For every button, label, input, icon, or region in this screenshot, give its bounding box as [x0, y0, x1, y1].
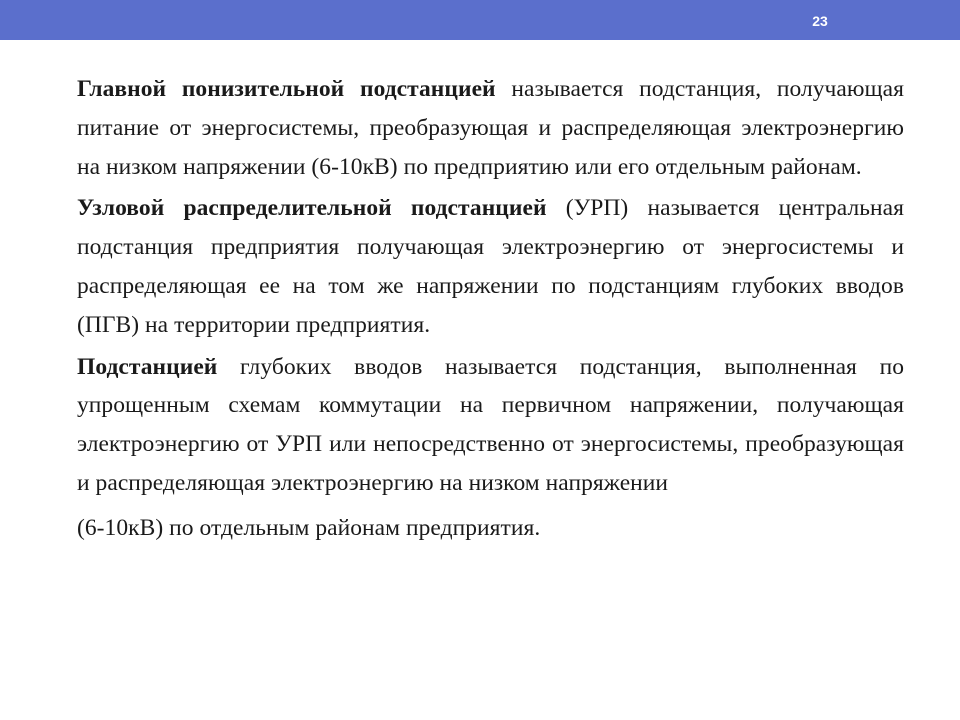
- definition-term: Узловой распределительной подстанцией: [77, 195, 547, 222]
- slide-body: [77, 70, 904, 548]
- definition-term: Подстанцией: [77, 353, 218, 380]
- definition-deep-input-substation: [77, 348, 904, 503]
- definition-term: Главной понизительной подстанцией: [77, 76, 496, 102]
- definition-nodal-substation: [77, 189, 904, 344]
- definition-main-substation: [77, 70, 904, 186]
- definition-text: (6-10кВ) по отдельным районам предприятия.: [77, 514, 541, 541]
- definition-text: глубоких вводов называется подстанция, выполненная по упрощенным схемам коммутации на первичном напряжении, получающая электроэнергию от УРП или непосредственно от энергосистемы, преобразующая и распределяющая электроэнергию на низком напряжении: [77, 353, 904, 496]
- definition-continuation: [77, 509, 904, 548]
- definition-text: называется подстанция, получающая питание от энергосистемы, преобразующая и распределяющая электроэнергию на низком напряжении (6-10кВ) по предприятию или его отдельным районам.: [77, 76, 905, 180]
- slide-number: 23: [812, 13, 828, 29]
- definition-text: (УРП) называется центральная подстанция предприятия получающая электроэнергию от энергосистемы и распределяющая ее на том же напряжении по подстанциям глубоких вводов (ПГВ) на территории предприятия.: [77, 195, 904, 338]
- header-bar: [0, 0, 960, 40]
